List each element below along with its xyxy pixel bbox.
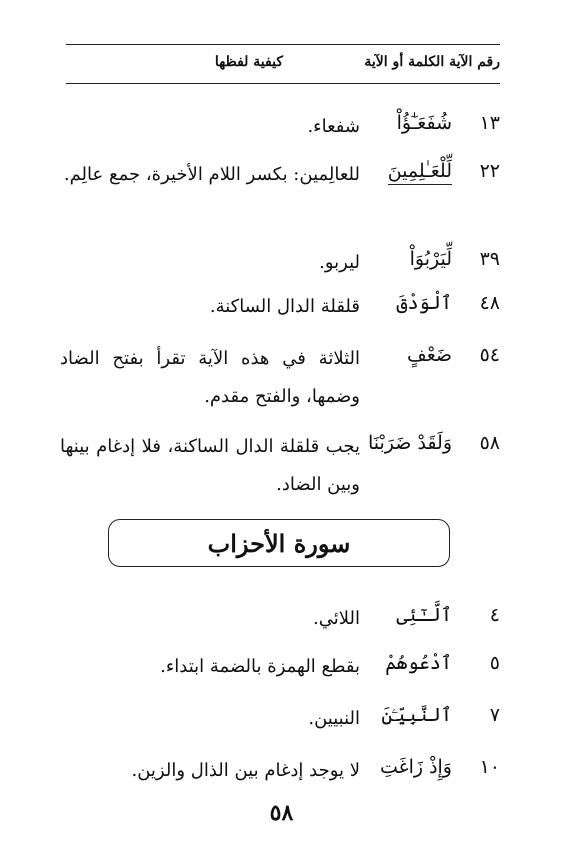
table-row [60, 244, 500, 284]
table-row [60, 340, 500, 407]
quran-word: ٱلنَّبِيِّـۧنَ [381, 704, 452, 726]
table-row [60, 648, 500, 688]
header-pronunciation: كيفية لفظها [214, 54, 283, 70]
surah-title-box [108, 519, 450, 567]
quran-word: ضَعْفٍ [407, 344, 452, 366]
ayah-number: ٥٨ [479, 432, 500, 454]
pronunciation-text: للعالِمين: بكسر اللام الأخيرة، جمع عالِم. [63, 164, 360, 185]
ayah-number: ٤ [489, 604, 500, 626]
quran-word: ٱدْعُوهُمْ [385, 652, 452, 674]
quran-word: وَلَقَدْ ضَرَبْنَا [367, 432, 452, 454]
table-row [60, 428, 500, 495]
quran-word: ٱلَّـٰٓئِى [396, 604, 452, 626]
pronunciation-text: اللائي. [313, 608, 360, 629]
ayah-number: ١٠ [479, 756, 500, 778]
quran-word: لِّيَرْبُوَاْ [409, 248, 452, 270]
quran-word: شُفَعَـٰٓؤُاْ [396, 112, 452, 134]
pronunciation-text: لا يوجد إدغام بين الذال والزين. [131, 760, 360, 781]
header-ayah-word: رقم الآية الكلمة أو الآية [364, 54, 500, 70]
pronunciation-text: قلقلة الدال الساكنة. [209, 296, 360, 317]
pronunciation-text: شفعاء. [307, 116, 360, 137]
table-row [60, 600, 500, 640]
pronunciation-text: ليربو. [319, 252, 360, 273]
table-row [60, 108, 500, 148]
ayah-number: ٤٨ [479, 292, 500, 314]
ayah-number: ٢٢ [479, 160, 500, 182]
table-row [60, 700, 500, 740]
quran-word: وَإِذْ زَاغَتِ [379, 756, 452, 778]
pronunciation-text: بقطع الهمزة بالضمة ابتداء. [160, 656, 360, 677]
quran-word [360, 156, 452, 186]
ayah-number: ١٣ [479, 112, 500, 134]
surah-title: سورة الأحزاب [207, 528, 351, 558]
header-rule [66, 83, 500, 84]
top-rule [66, 44, 500, 45]
table-row [60, 156, 500, 196]
table-row [60, 288, 500, 328]
ayah-number: ٥ [489, 652, 500, 674]
page-number: ٥٨ [269, 800, 294, 826]
table-row [60, 752, 500, 792]
pronunciation-text: يجب قلقلة الدال الساكنة، فلا إدغام بينها وبين الضاد. [60, 436, 360, 495]
ayah-number: ٧ [489, 704, 500, 726]
pronunciation-text: النبيين. [308, 708, 360, 729]
quran-word-text: لِّلْعَـٰلِمِينَ [388, 160, 452, 185]
pronunciation-text: الثلاثة في هذه الآية تقرأ بفتح الضاد وضمها، والفتح مقدم. [60, 348, 360, 407]
quran-word: ٱلْوَدْقَ [396, 292, 452, 314]
ayah-number: ٣٩ [479, 248, 500, 270]
ayah-number: ٥٤ [479, 344, 500, 366]
